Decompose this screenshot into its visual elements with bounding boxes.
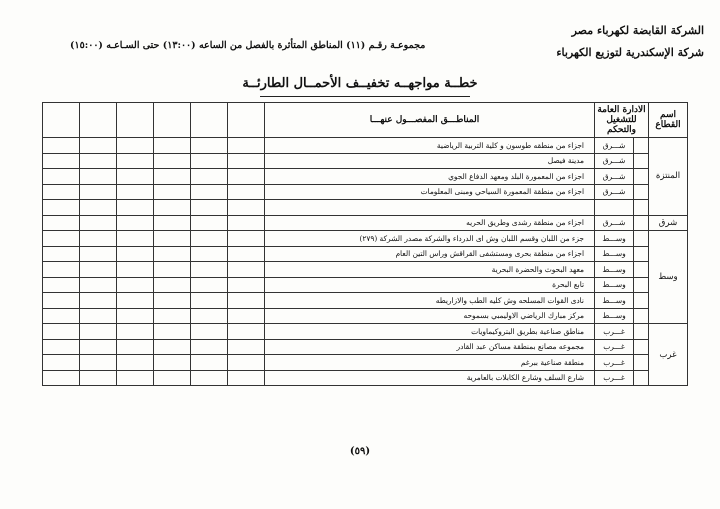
area-cell: تابع البحرة <box>265 277 595 293</box>
table-row <box>43 277 688 293</box>
area-cell: مجموعه مصانع بمنطقة مساكن عبد القادر <box>265 339 595 355</box>
area-cell: اجزاء من منطقة بحرى ومستشفى القراقش وراس التين العام <box>265 246 595 262</box>
area-cell: مناطق صناعية بطريق البتروكيماويات <box>265 324 595 340</box>
sector-cell: غرب <box>649 324 688 386</box>
area-cell: نادى القوات المسلحه وش كليه الطب والازاريطه <box>265 293 595 309</box>
sector-cell: المنتزة <box>649 138 688 216</box>
table-row <box>43 370 688 386</box>
header-admin: الادارة العامة للتشغيل والتحكم <box>595 103 649 138</box>
admin-cell: وســـط <box>595 262 634 278</box>
admin-cell: غـــرب <box>595 370 634 386</box>
header-empty-4 <box>117 103 154 138</box>
header-empty-1 <box>228 103 265 138</box>
area-cell: اجزاء من منطقة المعمورة السياحي ومبنى المعلومات <box>265 184 595 200</box>
area-cell: مركز مبارك الرياضي الاوليمبي بسموحه <box>265 308 595 324</box>
admin-cell: شـــرق <box>595 169 634 185</box>
table-row <box>43 184 688 200</box>
area-cell: معهد البحوث والحضرة البحرية <box>265 262 595 278</box>
sector-cell: وسط <box>649 231 688 324</box>
admin-cell: شـــرق <box>595 153 634 169</box>
company-name-holding: الشركة القابضة لكهرباء مصر <box>571 24 704 37</box>
table-row <box>43 200 688 216</box>
header-empty-3 <box>154 103 191 138</box>
area-cell: اجزاء من منطقه طوسون و كلية التربية الرياضية <box>265 138 595 154</box>
page-number: (٥٩) <box>349 446 371 457</box>
load-shedding-table <box>42 102 688 386</box>
sector-cell: شرق <box>649 215 688 231</box>
area-cell: جزء من اللبان وقسم اللبان وش اى الدرداء والشركة مصدر الشركة (٢٧٩) <box>265 231 595 247</box>
admin-cell: غـــرب <box>595 355 634 371</box>
page-title: خطــة مواجهــه تخفيــف الأحمــال الطارئــة <box>242 76 478 91</box>
table-row <box>43 262 688 278</box>
table-row <box>43 324 688 340</box>
area-cell: اجزاء من منطقة رشدى وطريق الحريه <box>265 215 595 231</box>
admin-cell: غـــرب <box>595 339 634 355</box>
table-row <box>43 355 688 371</box>
header-empty-2 <box>191 103 228 138</box>
area-cell: اجزاء من المعمورة البلد ومعهد الدفاع الجوي <box>265 169 595 185</box>
admin-cell: شـــرق <box>595 138 634 154</box>
admin-cell: وســـط <box>595 293 634 309</box>
admin-cell: غـــرب <box>595 324 634 340</box>
table-header-row <box>43 103 688 138</box>
table-row <box>43 231 688 247</box>
area-cell: مدينة فيصل <box>265 153 595 169</box>
admin-cell: وســـط <box>595 231 634 247</box>
group-info: مجموعـة رقـم (١١) المناطق المتأثرة بالفصل من الساعه (١٣:٠٠) حتى السـاعـه (١٥:٠٠) <box>70 40 426 51</box>
admin-cell: وســـط <box>595 277 634 293</box>
table-row <box>43 153 688 169</box>
table-row <box>43 293 688 309</box>
table-row <box>43 246 688 262</box>
table-row <box>43 215 688 231</box>
area-cell: شارع السلف وشارع الكابلات بالعامرية <box>265 370 595 386</box>
header-empty-5 <box>80 103 117 138</box>
title-underline <box>260 96 470 97</box>
table-row <box>43 308 688 324</box>
area-cell: منطقة صناعية ببرغم <box>265 355 595 371</box>
header-sector: اسم القطاع <box>649 103 688 138</box>
table-row <box>43 138 688 154</box>
company-header <box>556 20 704 64</box>
admin-cell: وســـط <box>595 246 634 262</box>
header-areas: المناطـــق المفصـــول عنهـــا <box>265 103 595 138</box>
company-name-distribution: شركة الإسكندرية لتوزيع الكهرباء <box>556 46 704 59</box>
header-empty-6 <box>43 103 80 138</box>
table-row <box>43 169 688 185</box>
admin-cell: شـــرق <box>595 184 634 200</box>
admin-cell: شـــرق <box>595 215 634 231</box>
admin-cell: وســـط <box>595 308 634 324</box>
table-row <box>43 339 688 355</box>
